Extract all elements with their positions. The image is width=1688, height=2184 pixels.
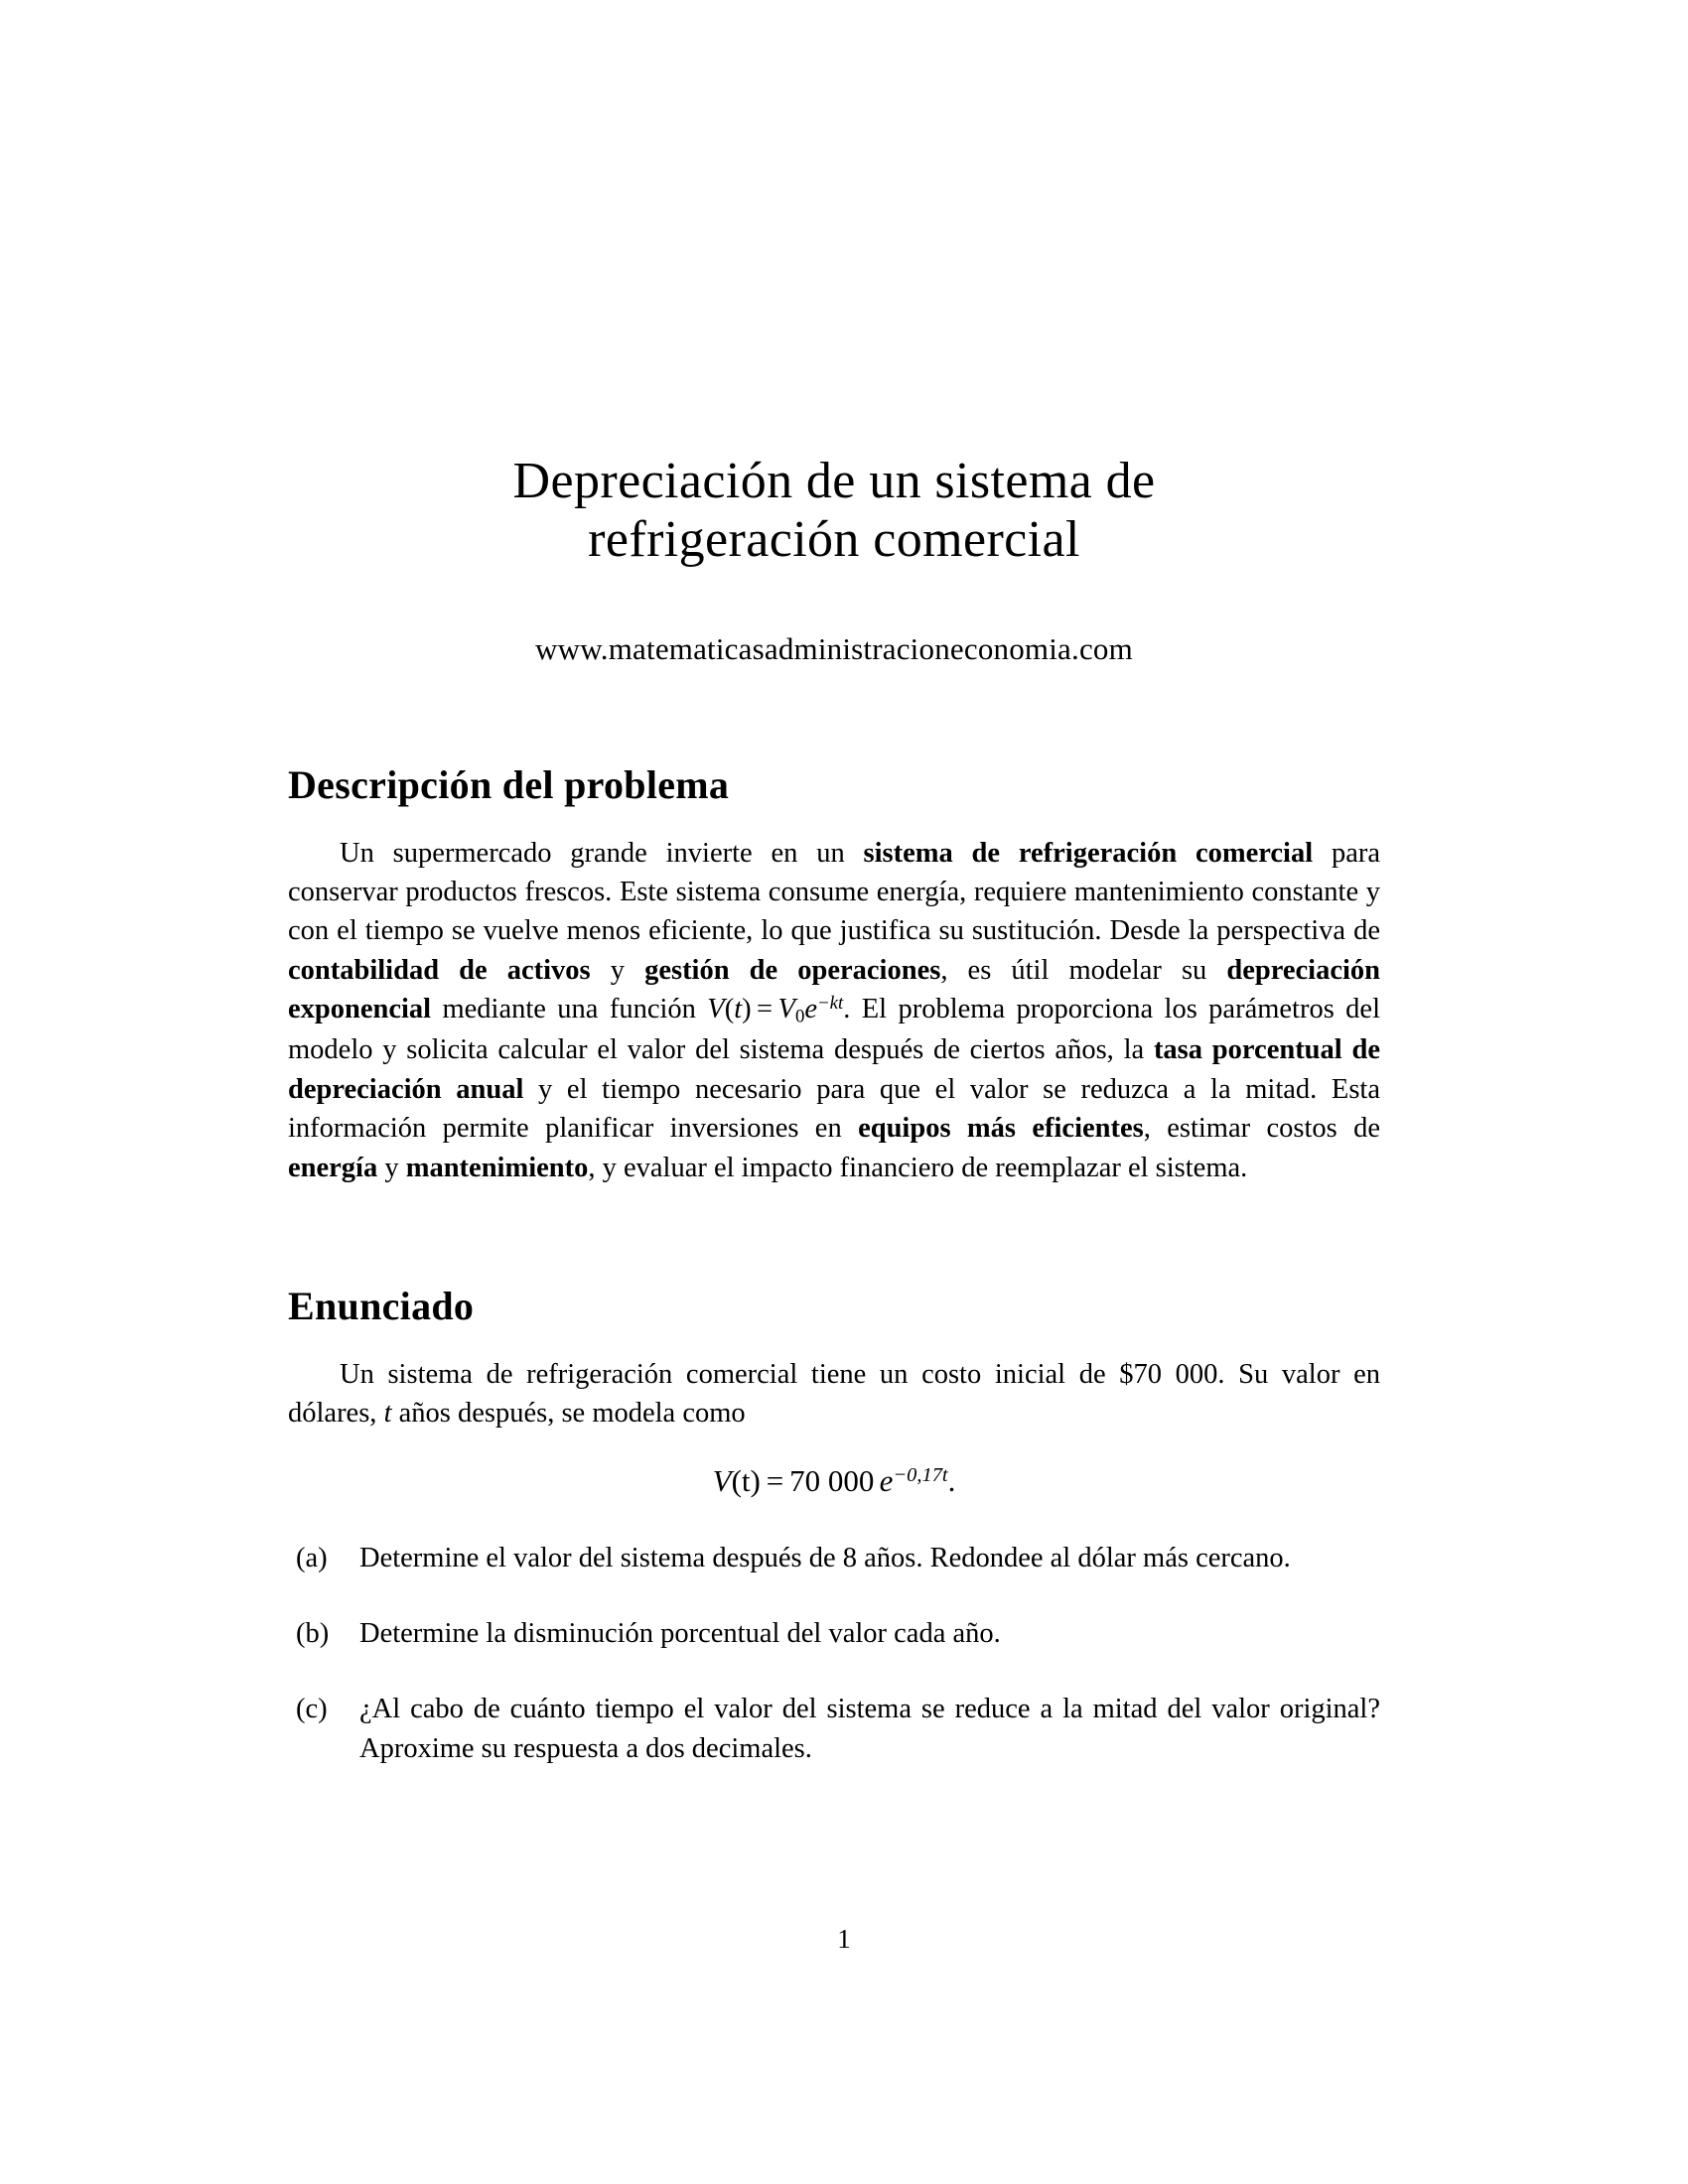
par-bold-equipos-eficientes: equipos más eficientes xyxy=(858,1113,1144,1145)
list-marker-a: (a) xyxy=(296,1542,328,1573)
enunciado-text-2: años después, se modela como xyxy=(391,1398,746,1430)
list-item xyxy=(288,1690,1380,1769)
list-marker-b: (b) xyxy=(296,1617,330,1649)
title-line-1: Depreciación de un sistema de xyxy=(512,453,1156,509)
par-text-2: para conservar productos frescos. Este sistema consume energía, requiere mantenimiento constante y con el tiempo se vuelve menos eficiente, lo que justifica su sustitución. Desde la perspectiva de xyxy=(288,837,1381,947)
paragraph-descripcion xyxy=(288,834,1380,1187)
list-item xyxy=(288,1539,1380,1578)
site-subtitle: www.matematicasadministracioneconomia.com xyxy=(535,630,1133,666)
list-text-c: ¿Al cabo de cuánto tiempo el valor del sistema se reduce a la mitad del valor original? Aproxime su respuesta a dos decimales. xyxy=(359,1693,1380,1764)
equation-equals: = xyxy=(766,1462,784,1498)
heading-descripcion-del-problema: Descripción del problema xyxy=(288,761,730,807)
display-equation-vt xyxy=(288,1463,1380,1499)
par-bold-tasa-porcentual: tasa porcentual de depreciación anual xyxy=(288,1034,1380,1105)
equation-lhs-arg: (t) xyxy=(731,1462,761,1498)
enunciado-text-1: Un sistema de refrigeración comercial tiene un costo inicial de $70 000. Su valor en dólares, xyxy=(288,1359,1380,1430)
inline-formula-vt: $V(t) = V_0e^{-kt}$ xyxy=(707,993,844,1028)
equation-lhs-fn: V xyxy=(712,1462,732,1498)
paragraph-enunciado-intro xyxy=(288,1355,1380,1433)
par-text-6: . El problema proporciona los parámetros del modelo y solicita calcular el valor del sistema después de ciertos años, la xyxy=(288,994,1380,1066)
title-line-2: refrigeración comercial xyxy=(588,511,1080,569)
equation-base: e xyxy=(879,1462,894,1498)
page-title xyxy=(288,452,1380,570)
question-list xyxy=(288,1539,1380,1769)
par-bold-energia: energía xyxy=(288,1152,378,1183)
heading-enunciado: Enunciado xyxy=(288,1284,475,1329)
par-bold-depreciacion-exponencial: depreciación exponencial xyxy=(288,954,1381,1025)
par-text-10: , y evaluar el impacto financiero de reemplazar el sistema. xyxy=(588,1152,1248,1183)
equation-coefficient: 70 000 xyxy=(789,1462,875,1498)
par-text-3: y xyxy=(590,954,645,986)
par-text-8: , estimar costos de xyxy=(1143,1113,1380,1145)
equation-period: . xyxy=(947,1462,956,1498)
list-marker-c: (c) xyxy=(296,1693,328,1724)
par-bold-sistema-refrigeracion: sistema de refrigeración comercial xyxy=(863,837,1314,869)
par-text-5: mediante una función xyxy=(431,994,708,1025)
par-bold-mantenimiento: mantenimiento xyxy=(405,1152,589,1183)
par-text-4: , es útil modelar su xyxy=(940,954,1227,986)
text-column xyxy=(288,0,1380,1769)
list-item xyxy=(288,1614,1380,1654)
par-bold-contabilidad-activos: contabilidad de activos xyxy=(288,954,591,986)
par-text-7: y el tiempo necesario para que el valor se reduzca a la mitad. Esta información permite planificar inversiones en xyxy=(288,1073,1380,1145)
par-text-9: y xyxy=(377,1152,406,1183)
page-number: 1 xyxy=(837,1924,851,1954)
list-text-a: Determine el valor del sistema después de 8 años. Redondee al dólar más cercano. xyxy=(359,1542,1291,1573)
par-text-1: Un supermercado grande invierte en un xyxy=(340,837,864,869)
par-bold-gestion-operaciones: gestión de operaciones xyxy=(644,954,941,986)
list-text-b: Determine la disminución porcentual del valor cada año. xyxy=(359,1617,1001,1649)
inline-variable-t: t xyxy=(383,1398,392,1430)
equation-body xyxy=(713,1463,956,1498)
equation-exponent: −0,17t xyxy=(893,1464,948,1487)
